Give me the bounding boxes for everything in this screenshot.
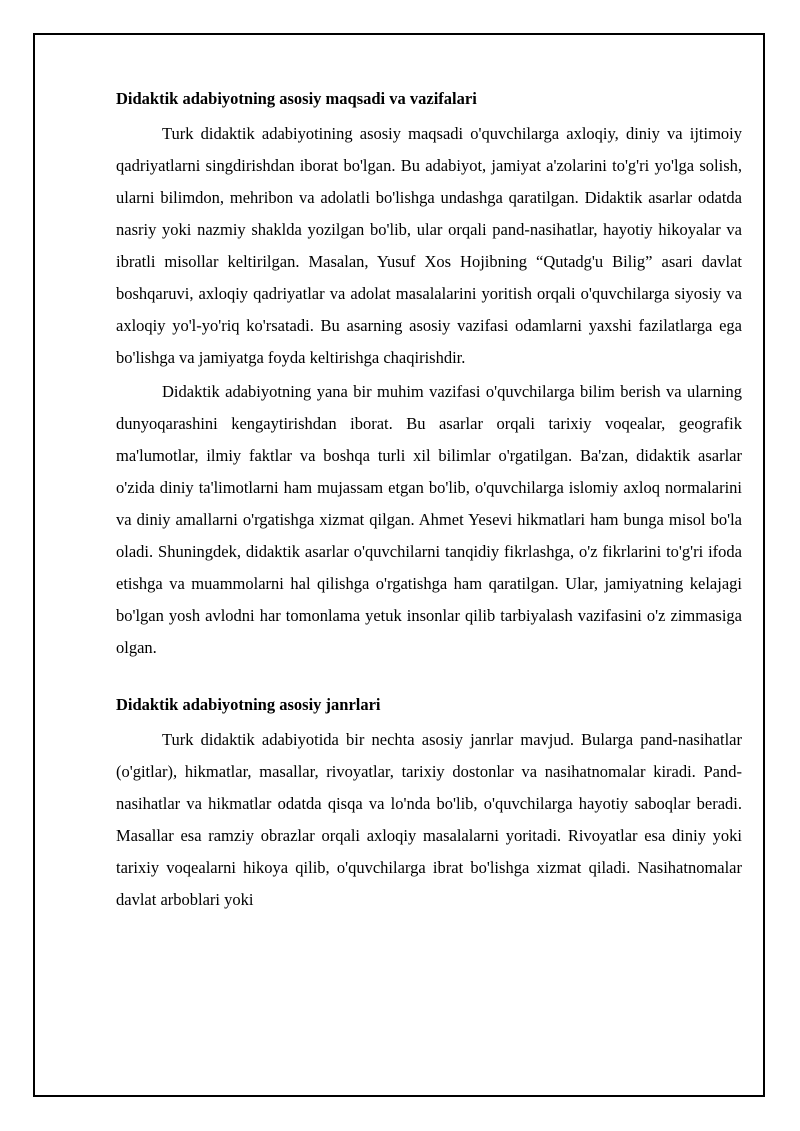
paragraph: Turk didaktik adabiyotida bir nechta asosiy janrlar mavjud. Bularga pand-nasihatlar (o'gitlar), hikmatlar, masallar, rivoyatlar, tarixiy dostonlar va nasihatnomalar kiradi. Pand-nasihatlar va hikmatlar odatda qisqa va lo'nda bo'lib, o'quvchilarga hayotiy saboqlar beradi. Masallar esa ramziy obrazlar orqali axloqiy masalalarni yoritadi. Rivoyatlar esa diniy yoki tarixiy voqealarni hikoya qilib, o'quvchilarga ibrat bo'lishga xizmat qiladi. Nasihatnomalar davlat arboblari yoki: [116, 730, 742, 909]
section-heading: Didaktik adabiyotning asosiy janrlari: [116, 695, 381, 714]
paragraph: Turk didaktik adabiyotining asosiy maqsadi o'quvchilarga axloqiy, diniy va ijtimoiy qadriyatlarni singdirishdan iborat bo'lgan. Bu adabiyot, jamiyat a'zolarini to'g'ri yo'lga solish, ularni bilimdon, mehribon va adolatli bo'lishga undashga qaratilgan. Didaktik asarlar odatda nasriy yoki nazmiy shaklda yozilgan bo'lib, ular orqali pand-nasihatlar, hayotiy hikoyalar va ibratli misollar keltirilgan. Masalan, Yusuf Xos Hojibning “Qutadg'u Bilig” asari davlat boshqaruvi, axloqiy qadriyatlar va adolat masalalarini yoritish orqali o'quvchilarga siyosiy va axloqiy yo'l-yo'riq ko'rsatadi. Bu asarning asosiy vazifasi odamlarni yaxshi fazilatlarga ega bo'lishga va jamiyatga foyda keltirishga chaqirishdir.: [116, 124, 742, 367]
document-body: [116, 86, 742, 916]
section-heading: Didaktik adabiyotning asosiy maqsadi va vazifalari: [116, 89, 477, 108]
paragraph: Didaktik adabiyotning yana bir muhim vazifasi o'quvchilarga bilim berish va ularning dunyoqarashini kengaytirishdan iborat. Bu asarlar orqali tarixiy voqealar, geografik ma'lumotlar, ilmiy faktlar va boshqa turli xil bilimlar o'rgatilgan. Ba'zan, didaktik asarlar o'zida diniy ta'limotlarni ham mujassam etgan bo'lib, o'quvchilarga islomiy axloq normalarini va diniy amallarni o'rgatishga xizmat qilgan. Ahmet Yesevi hikmatlari ham bunga misol bo'la oladi. Shuningdek, didaktik asarlar o'quvchilarni tanqidiy fikrlashga, o'z fikrlarini to'g'ri ifoda etishga va muammolarni hal qilishga o'rgatishga ham qaratilgan. Ular, jamiyatning kelajagi bo'lgan yosh avlodni har tomonlama yetuk insonlar qilib tarbiyalash vazifasini o'z zimmasiga olgan.: [116, 382, 742, 657]
